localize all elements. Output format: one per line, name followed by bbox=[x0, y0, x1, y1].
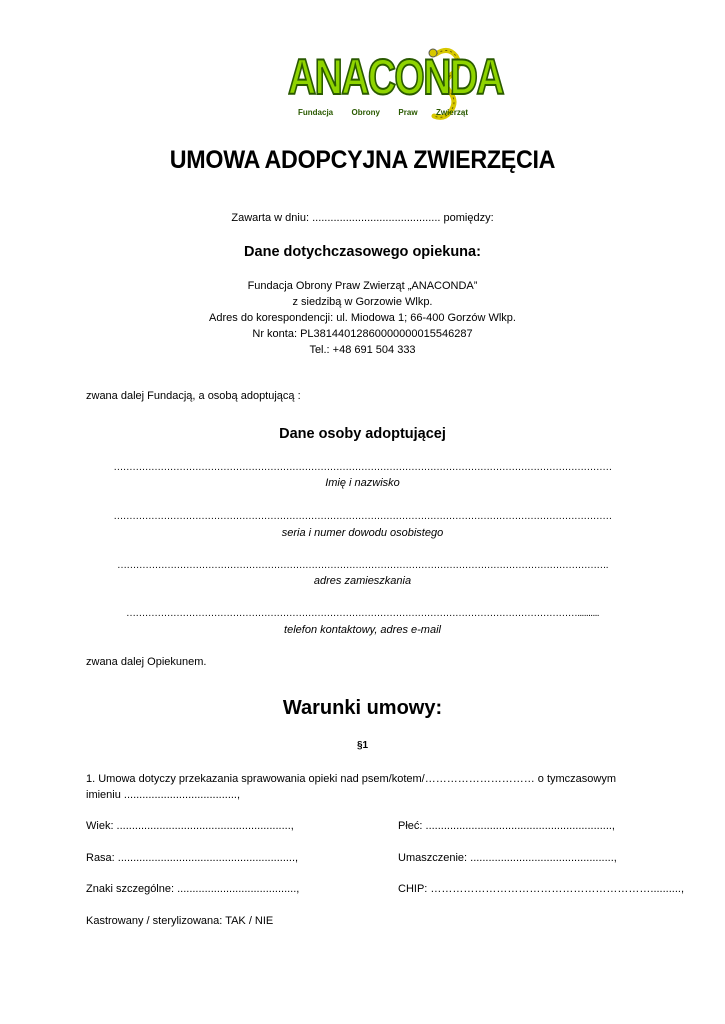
logo-sub-word: Praw bbox=[398, 108, 418, 117]
adopter-field-label: telefon kontaktowy, adres e-mail bbox=[284, 624, 441, 636]
document-title: UMOWA ADOPCYJNA ZWIERZĘCIA bbox=[169, 146, 556, 174]
adopter-field-label: adres zamieszkania bbox=[313, 575, 412, 587]
called-foundation-text: zwana dalej Fundacją, a osobą adoptującą : bbox=[86, 390, 301, 402]
terms-paragraph bbox=[86, 771, 626, 803]
caretaker-line: Nr konta: PL38144012860000000015546287 bbox=[252, 328, 473, 340]
concluded-line: Zawarta w dniu: .......................................... pomiędzy: bbox=[231, 212, 494, 224]
terms-line: imieniu ....................................., bbox=[86, 789, 241, 801]
coat-field[interactable]: Umaszczenie: ..............................................., bbox=[398, 852, 617, 864]
adopter-field-dots[interactable]: ……………………………………………………………………………………………………………………………….......... bbox=[126, 608, 599, 619]
section-mark: §1 bbox=[356, 740, 369, 751]
caretaker-line: Tel.: +48 691 504 333 bbox=[309, 344, 416, 356]
chip-field[interactable]: CHIP: …………………………………………………….........., bbox=[398, 883, 685, 895]
logo-sub-word: Obrony bbox=[351, 108, 380, 117]
marks-field[interactable]: Znaki szczególne: ......................................., bbox=[86, 883, 300, 895]
adopter-field-label: Imię i nazwisko bbox=[325, 477, 400, 489]
sex-field[interactable]: Płeć: ............................................................., bbox=[398, 820, 615, 832]
anaconda-logo bbox=[286, 44, 504, 130]
adopter-field-dots[interactable]: …………………………………………………………………………………………………………………………………………… bbox=[113, 511, 612, 522]
logo-subtitle bbox=[298, 108, 468, 117]
caretaker-line: z siedzibą w Gorzowie Wlkp. bbox=[292, 296, 433, 308]
logo-wordmark: ANACONDA bbox=[288, 49, 504, 105]
terms-heading: Warunki umowy: bbox=[282, 697, 443, 719]
neutered-field[interactable]: Kastrowany / sterylizowana: TAK / NIE bbox=[86, 915, 274, 927]
breed-field[interactable]: Rasa: .........................................................., bbox=[86, 852, 299, 864]
logo-sub-word: Fundacja bbox=[298, 108, 334, 117]
caretaker-line: Fundacja Obrony Praw Zwierząt „ANACONDA” bbox=[247, 280, 478, 292]
adopter-field-dots[interactable]: …………………………………………………………………………………………………………………………………………… bbox=[113, 462, 612, 473]
called-caretaker-text: zwana dalej Opiekunem. bbox=[86, 656, 207, 668]
adopter-field-dots[interactable]: …………………………………………………………………………………………………………………………………………. bbox=[117, 560, 608, 571]
caretaker-heading: Dane dotychczasowego opiekuna: bbox=[244, 244, 481, 260]
adopter-field-label: seria i numer dowodu osobistego bbox=[281, 527, 444, 539]
terms-line: 1. Umowa dotyczy przekazania sprawowania opieki nad psem/kotem/………………………… o tymczasowym bbox=[86, 773, 617, 785]
age-field[interactable]: Wiek: ........................................................., bbox=[86, 820, 294, 832]
adopter-heading: Dane osoby adoptującej bbox=[279, 426, 446, 442]
logo-sub-word: Zwierząt bbox=[435, 108, 468, 117]
caretaker-line: Adres do korespondencji: ul. Miodowa 1; 66-400 Gorzów Wlkp. bbox=[209, 312, 516, 324]
